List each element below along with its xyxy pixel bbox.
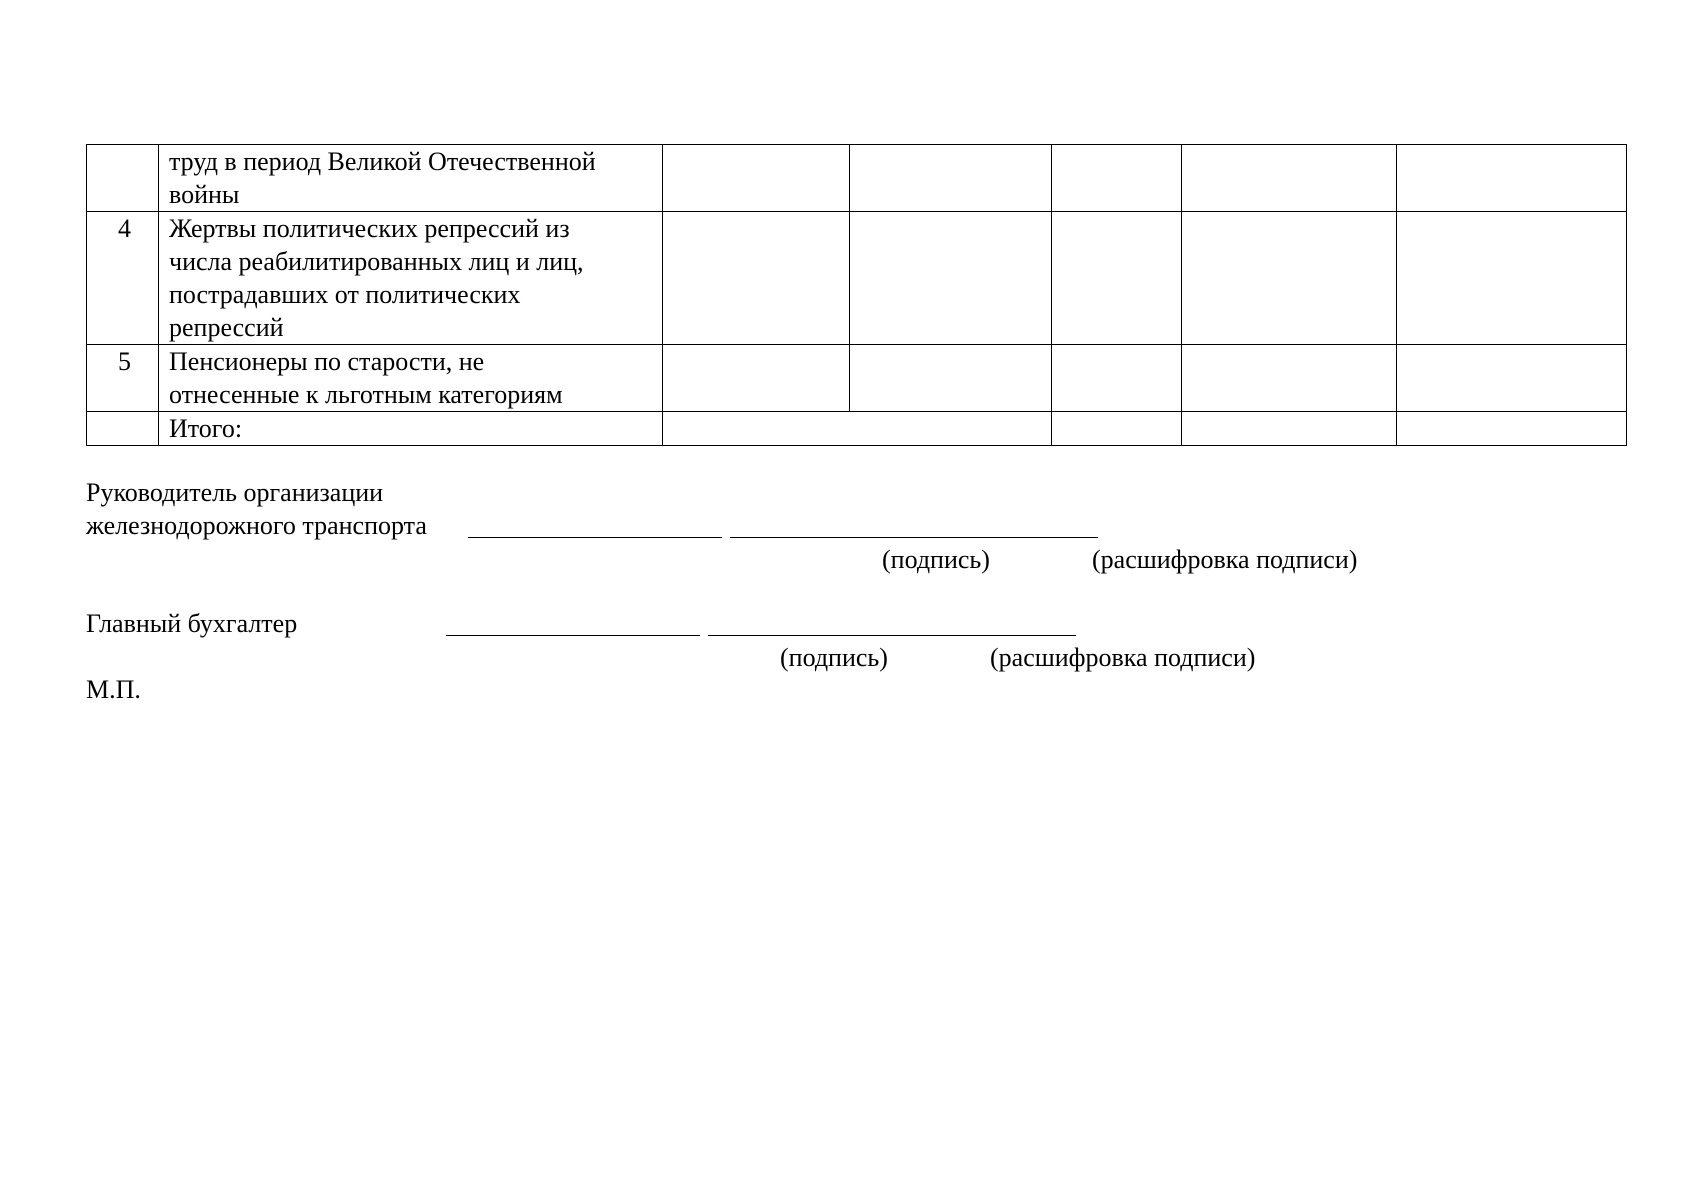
value-cell: [1397, 145, 1627, 212]
value-cell: [663, 145, 850, 212]
category-cell: [159, 212, 663, 345]
category-line: пострадавших от политических: [169, 280, 521, 309]
value-cell: [1397, 412, 1627, 446]
value-cell: [1397, 212, 1627, 345]
total-label: Итого:: [169, 414, 243, 443]
accountant-signature-line: [446, 635, 700, 636]
row-number-cell: [87, 145, 159, 212]
head-decoding-caption: (расшифровка подписи): [1092, 545, 1358, 574]
value-cell: [1052, 412, 1182, 446]
stamp-place-label: М.П.: [86, 675, 141, 704]
category-line: отнесенные к льготным категориям: [169, 380, 563, 409]
table-row: [87, 145, 1627, 212]
value-cell: [1182, 145, 1397, 212]
row-number-cell: 5: [87, 345, 159, 412]
category-line: репрессий: [169, 313, 284, 342]
category-cell: [159, 345, 663, 412]
category-cell: [159, 145, 663, 212]
category-line: Жертвы политических репрессий из: [169, 214, 570, 243]
benefits-table: [86, 144, 1627, 446]
head-signature-line: [468, 537, 722, 538]
head-title-line2: железнодорожного транспорта: [86, 511, 427, 540]
table-row: [87, 212, 1627, 345]
head-title: [86, 476, 427, 542]
accountant-title: Главный бухгалтер: [86, 609, 298, 638]
value-cell: [1397, 345, 1627, 412]
value-cell: [1052, 145, 1182, 212]
category-cell: [159, 412, 663, 446]
table-row-total: [87, 412, 1627, 446]
value-cell: [1052, 345, 1182, 412]
accountant-decoding-line: [708, 635, 1076, 636]
value-cell: [1182, 212, 1397, 345]
value-cell: [663, 412, 1052, 446]
table-row: [87, 345, 1627, 412]
head-title-line1: Руководитель организации: [86, 478, 384, 507]
value-cell: [663, 345, 850, 412]
row-number-cell: [87, 412, 159, 446]
value-cell: [1182, 345, 1397, 412]
value-cell: [1182, 412, 1397, 446]
value-cell: [1052, 212, 1182, 345]
value-cell: [850, 145, 1052, 212]
value-cell: [850, 345, 1052, 412]
category-line: Пенсионеры по старости, не: [169, 347, 485, 376]
category-line: войны: [169, 180, 240, 209]
category-line: труд в период Великой Отечественной: [169, 147, 596, 176]
accountant-signature-caption: (подпись): [780, 643, 888, 672]
head-signature-caption: (подпись): [882, 545, 990, 574]
row-number-cell: 4: [87, 212, 159, 345]
value-cell: [663, 212, 850, 345]
accountant-decoding-caption: (расшифровка подписи): [990, 643, 1256, 672]
value-cell: [850, 212, 1052, 345]
head-decoding-line: [730, 537, 1098, 538]
category-line: числа реабилитированных лиц и лиц,: [169, 247, 584, 276]
